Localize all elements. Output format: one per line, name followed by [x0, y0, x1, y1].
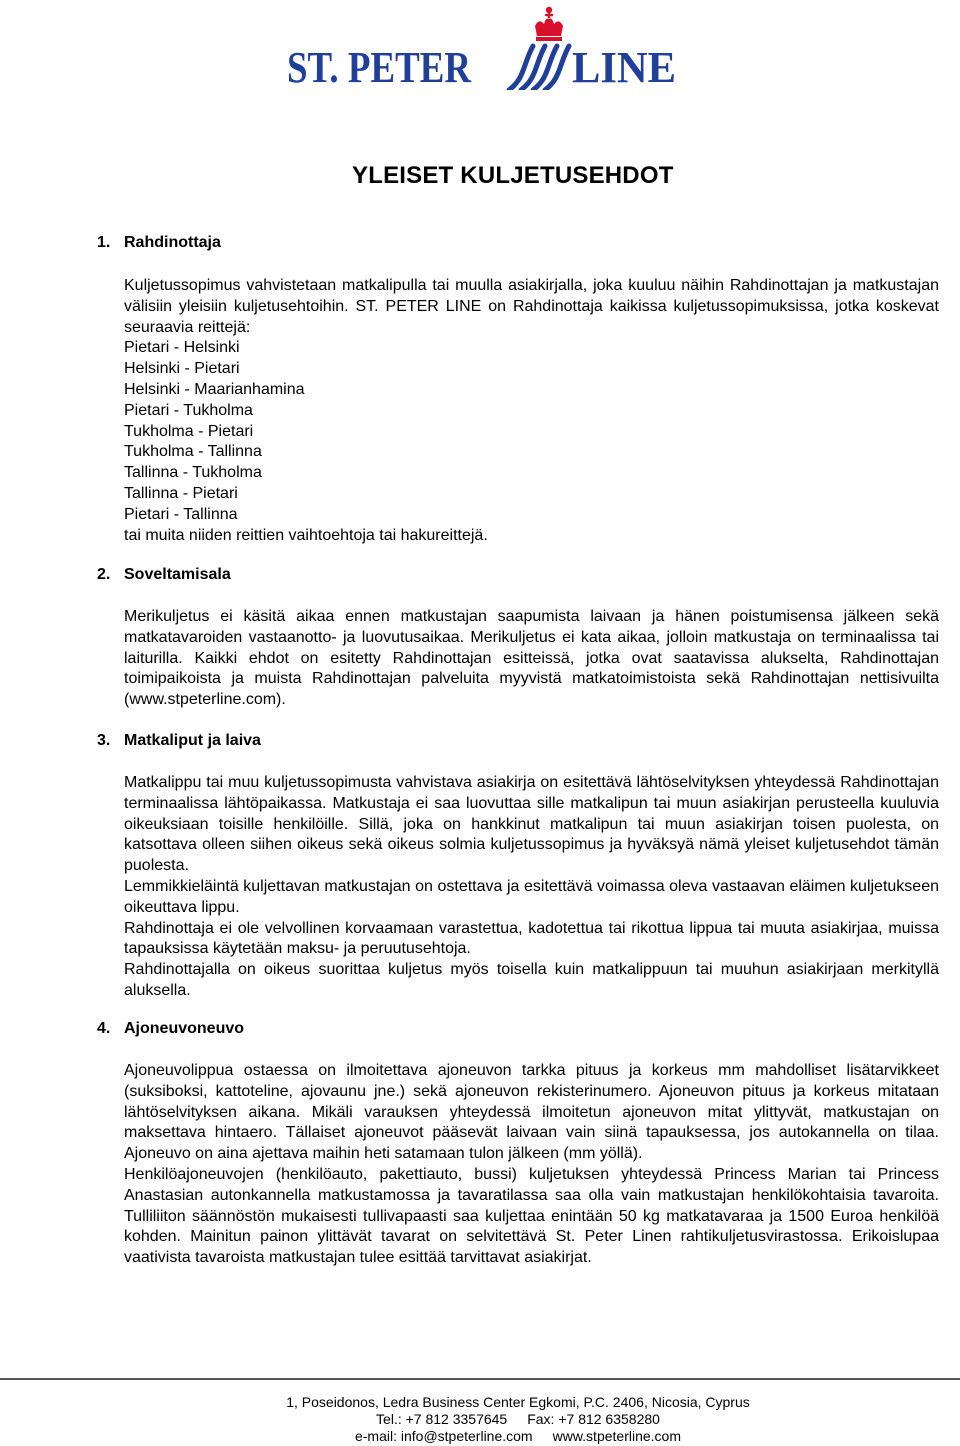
paragraph: Rahdinottajalla on oikeus suorittaa kuljetus myös toisella kuin matkalippuun tai muuhun asiakirjaan merkityllä aluksella. — [124, 961, 939, 999]
section-number: 1. — [97, 234, 111, 251]
section-body-1 — [124, 276, 939, 546]
paragraph: Kuljetussopimus vahvistetaan matkalipulla tai muulla asiakirjalla, joka kuuluu näihin Rahdinottajan ja matkustajan välisiin yleisiin kuljetusehtoihin. ST. PETER LINE on Rahdinottaja kaikissa kuljetussopimuksissa, jotka koskevat seuraavia reittejä: — [124, 277, 939, 336]
paragraph: Merikuljetus ei käsitä aikaa ennen matkustajan saapumista laivaan ja hänen poistumisensa jälkeen sekä matkatavaroiden vastaanotto- ja luovutusaikaa. Merikuljetus ei kata aikaa, jolloin matkustaja on terminaalissa tai laiturilla. Kaikki ehdot on esitetty Rahdinottajan esitteissä, jotka ovat saatavissa alukselta, Rahdinottajan toimipaikoista ja muista Rahdinottajan palveluita myyvistä matkatoimistoista sekä Rahdinottajan nettisivuilta (www.stpeterline.com). — [124, 608, 939, 709]
section-body-4 — [124, 1061, 939, 1269]
brand-name-right: LINE — [572, 43, 676, 90]
route-item: Pietari - Helsinki — [124, 339, 240, 357]
paragraph: tai muita niiden reittien vaihtoehtoja tai hakureittejä. — [124, 526, 488, 544]
footer-phone-fax — [0, 1411, 960, 1428]
waves-mark-icon — [509, 46, 569, 90]
footer-tel: Tel.: +7 812 3357645 — [376, 1411, 508, 1427]
route-item: Tallinna - Pietari — [124, 484, 238, 502]
route-item: Tukholma - Tallinna — [124, 443, 262, 461]
section-title: Soveltamisala — [124, 566, 231, 583]
route-item: Tukholma - Pietari — [124, 422, 254, 440]
footer-links — [0, 1428, 960, 1445]
route-item: Helsinki - Maarianhamina — [124, 380, 305, 398]
page-title: YLEISET KULJETUSEHDOT — [352, 162, 674, 189]
section-body-3 — [124, 773, 939, 1002]
paragraph: Lemmikkieläintä kuljettavan matkustajan on ostettava ja esitettävä voimassa oleva vastaavan eläimen kuljetukseen oikeuttava lippu. — [124, 877, 939, 916]
route-item: Pietari - Tallinna — [124, 505, 238, 523]
section-title: Ajoneuvoneuvo — [124, 1020, 245, 1037]
section-number: 4. — [97, 1020, 111, 1037]
crown-icon — [535, 7, 563, 41]
footer-address: 1, Poseidonos, Ledra Business Center Egkomi, P.C. 2406, Nicosia, Cyprus — [286, 1394, 750, 1410]
footer-divider — [0, 1378, 960, 1380]
route-list — [124, 338, 939, 525]
route-item: Tallinna - Tukholma — [124, 464, 262, 482]
brand-name-left: ST. PETER — [287, 43, 473, 90]
section-heading-4 — [97, 1020, 244, 1038]
route-item: Helsinki - Pietari — [124, 360, 240, 378]
footer-email-link[interactable]: e-mail: info@stpeterline.com — [354, 1428, 533, 1444]
route-item: Pietari - Tukholma — [124, 401, 253, 419]
footer — [0, 1394, 960, 1445]
section-title: Matkaliput ja laiva — [124, 732, 261, 749]
section-number: 3. — [97, 732, 111, 749]
paragraph: Matkalippu tai muu kuljetussopimusta vahvistava asiakirja on esitettävä lähtöselvityksen yhteydessä Rahdinottajan terminaalissa lähtöpaikassa. Matkustaja ei saa luovuttaa sille matkalipun tai muun asiakirjan perusteella kuuluvia oikeuksiaan toisille henkilöille. Sillä, joka on hankkinut matkalipun tai muun asiakirjan toisen puolesta, on katsottava olleen siihen oikeus sekä oikeus solmia kuljetussopimus ja hyväksyä nämä yleiset kuljetusehdot tämän puolesta. — [124, 774, 939, 875]
footer-fax: Fax: +7 812 6358280 — [527, 1411, 660, 1427]
section-heading-1 — [97, 234, 221, 252]
company-logo — [287, 4, 677, 90]
paragraph: Rahdinottaja ei ole velvollinen korvaamaan varastettua, kadotettua tai rikottua lippua tai muuta asiakirjaa, muissa tapauksissa käytetään maksu- ja peruutusehtoja. — [124, 919, 939, 958]
paragraph: Ajoneuvolippua ostaessa on ilmoitettava ajoneuvon tarkka pituus ja korkeus mm mahdolliset lisätarvikkeet (suksiboksi, kattoteline, ajovaunu jne.) sekä ajoneuvon rekisterinumero. Ajoneuvon pituus ja korkeus mitataan lähtöselvityksen aikana. Mikäli varauksen yhteydessä ilmoitetun ajoneuvon mitat ylittyvät, matkustajan on maksettava hintaero. Tällaiset ajoneuvot pääsevät laivaan vain siinä tapauksessa, jos autokannella on tilaa. Ajoneuvo on aina ajettava maihin heti satamaan tulon jälkeen (mm yöllä). — [124, 1062, 939, 1163]
section-heading-2 — [97, 566, 231, 584]
section-body-2 — [124, 607, 939, 711]
section-title: Rahdinottaja — [124, 234, 221, 251]
paragraph: Henkilöajoneuvojen (henkilöauto, pakettiauto, bussi) kuljetuksen yhteydessä Princess Marian tai Princess Anastasian autonkannella matkustamossa ja tavaratilassa saa olla vain matkustajan henkilökohtaisia tavaroita. Tulliliiton säännöstön mukaisesti tullivapaasti saa kuljettaa enintään 50 kg matkatavaraa ja 1500 Euroa henkilöä kohden. Mainitun painon ylittävät tavarat on selvitettävä St. Peter Linen rahtikuljetusvirastossa. Erikoislupaa vaativista tavaroista matkustajan tulee esittää tarvittavat asiakirjat. — [124, 1165, 939, 1267]
footer-website-link[interactable]: www.stpeterline.com — [552, 1428, 681, 1444]
section-number: 2. — [97, 566, 111, 583]
section-heading-3 — [97, 732, 261, 750]
